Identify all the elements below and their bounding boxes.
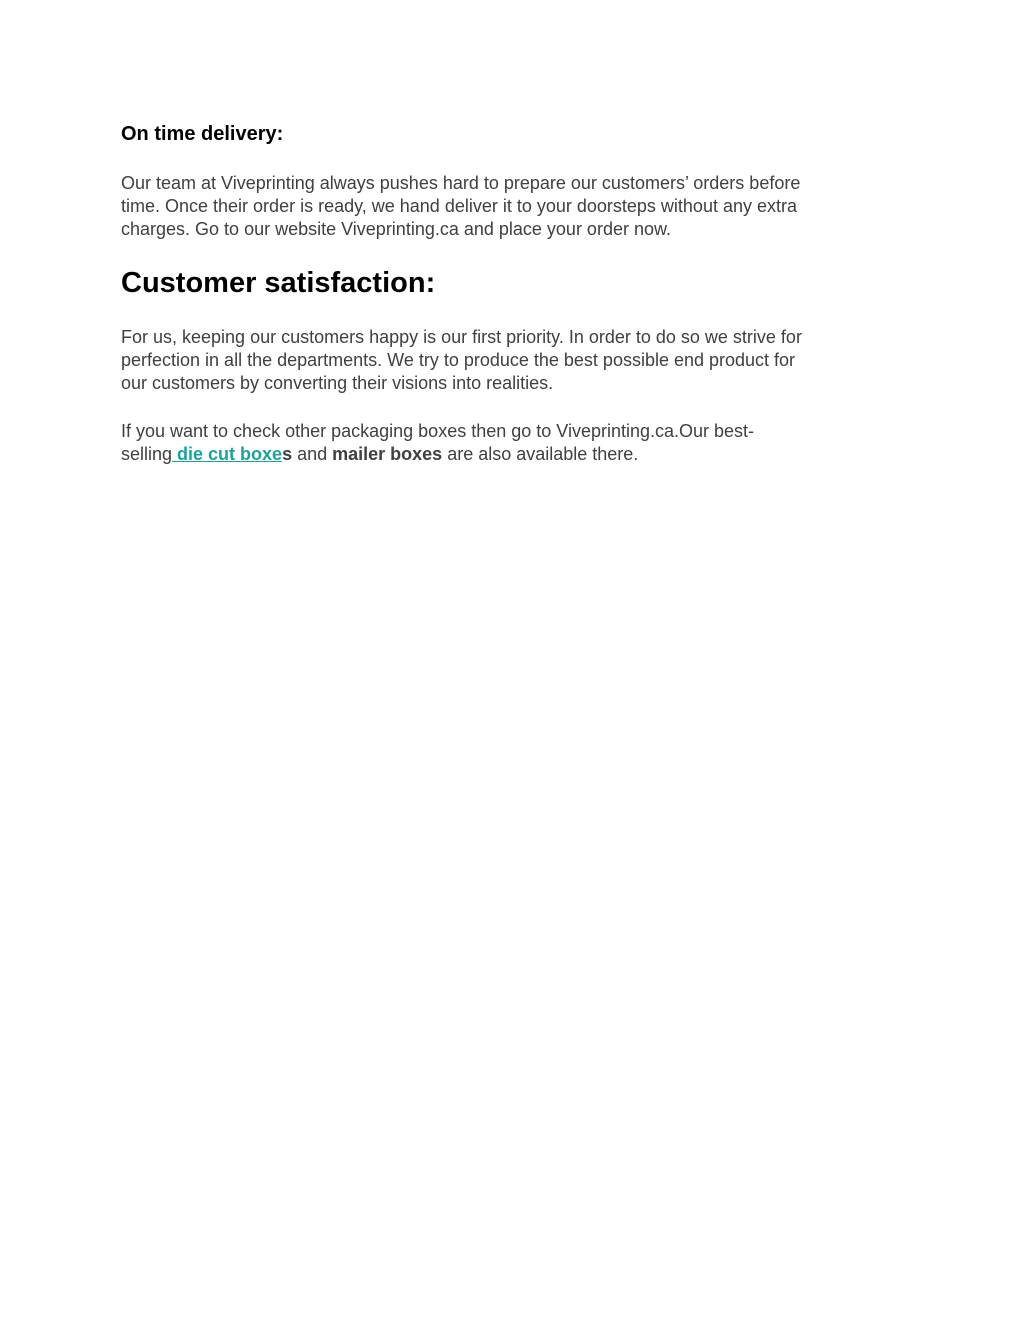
customer-satisfaction-heading: Customer satisfaction: — [121, 267, 436, 299]
paragraph-line: perfection in all the departments. We try to produce the best possible end product for — [121, 350, 796, 370]
mailer-boxes-text: mailer boxes — [332, 444, 443, 464]
paragraph-line: If you want to check other packaging boxes then go to Viveprinting.ca.Our best- — [121, 421, 755, 441]
and-text: and — [292, 444, 333, 464]
closing-paragraph — [121, 420, 901, 466]
paragraph-line — [121, 443, 901, 466]
paragraph-line: Our team at Viveprinting always pushes hard to prepare our customers’ orders before — [121, 173, 801, 193]
available-text: are also available there. — [442, 444, 639, 464]
die-cut-boxes-link[interactable]: die cut boxe — [172, 444, 283, 464]
customer-satisfaction-paragraph — [121, 326, 901, 395]
paragraph-line: time. Once their order is ready, we hand deliver it to your doorsteps without any extra — [121, 196, 797, 216]
selling-text: selling — [121, 444, 173, 464]
paragraph-line: For us, keeping our customers happy is our first priority. In order to do so we strive for — [121, 327, 802, 347]
on-time-delivery-heading: On time delivery: — [121, 123, 284, 145]
on-time-delivery-paragraph — [121, 172, 901, 241]
paragraph-line: our customers by converting their visions into realities. — [121, 373, 554, 393]
plural-s-text: s — [282, 444, 293, 464]
paragraph-line: charges. Go to our website Viveprinting.ca and place your order now. — [121, 219, 671, 239]
